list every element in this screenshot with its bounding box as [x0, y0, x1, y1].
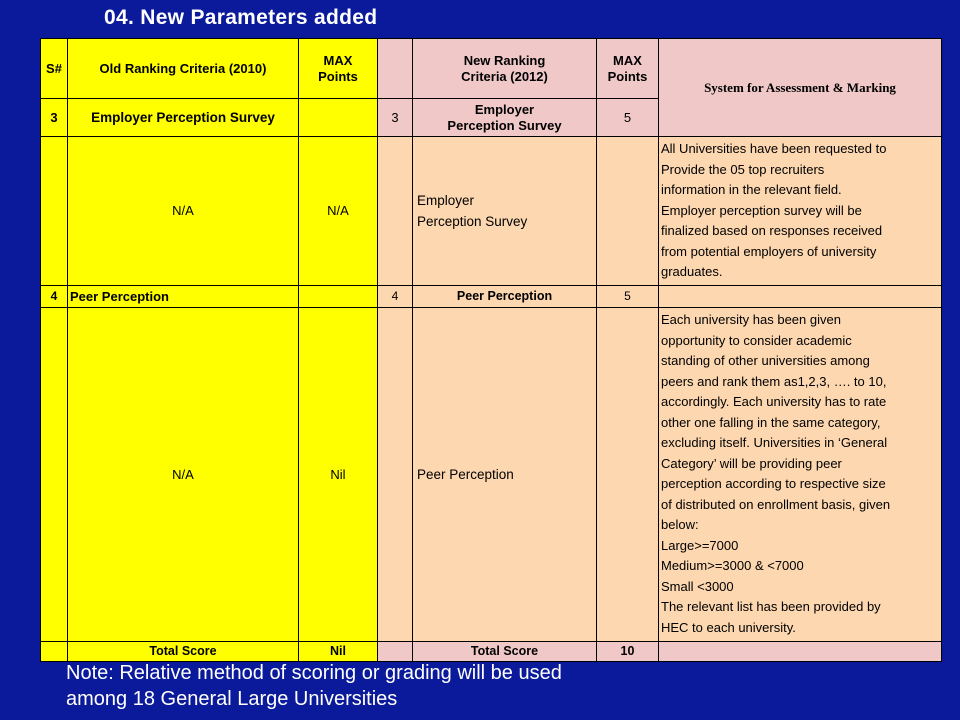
peer-description-line: Medium>=3000 & <7000 — [661, 558, 804, 573]
employer-detail-sno — [41, 137, 68, 286]
header-old-max-line2: Points — [318, 68, 358, 84]
employer-new-criteria-line1: Employer — [474, 101, 535, 117]
row-employer-detail — [41, 137, 942, 286]
row-peer — [41, 285, 942, 307]
header-new-max-line1: MAX — [613, 52, 642, 68]
employer-detail-old-criteria: N/A — [68, 137, 299, 286]
employer-new-max: 5 — [597, 99, 659, 137]
peer-detail-new-sno — [378, 307, 413, 641]
peer-old-criteria: Peer Perception — [68, 285, 299, 307]
footnote-line1: Note: Relative method of scoring or grading will be used — [66, 662, 562, 684]
peer-detail-new-criteria: Peer Perception — [413, 307, 597, 641]
employer-sno: 3 — [41, 99, 68, 137]
peer-description-line: below: — [661, 517, 699, 532]
employer-new-criteria-line2: Perception Survey — [447, 117, 562, 133]
total-new-label: Total Score — [413, 641, 597, 661]
peer-description-line: HEC to each university. — [661, 619, 796, 635]
employer-old-criteria: Employer Perception Survey — [68, 99, 299, 137]
header-old-max-line1: MAX — [323, 52, 353, 68]
employer-detail-new-criteria-line1: Employer — [417, 192, 475, 208]
employer-detail-old-max: N/A — [299, 137, 378, 286]
employer-description-line: finalized based on responses received — [661, 223, 883, 238]
peer-description-line: Large>=7000 — [661, 537, 739, 553]
header-old-criteria: Old Ranking Criteria (2010) — [68, 39, 299, 99]
total-sno — [41, 641, 68, 661]
peer-detail-new-max — [597, 307, 659, 641]
header-old-max — [299, 39, 378, 99]
row-total — [41, 641, 942, 661]
peer-new-max: 5 — [597, 285, 659, 307]
total-new-value: 10 — [597, 641, 659, 661]
header-new-sno — [378, 39, 413, 99]
header-new-max — [597, 39, 659, 99]
employer-new-sno: 3 — [378, 99, 413, 137]
row-peer-detail — [41, 307, 942, 641]
employer-description-line: graduates. — [661, 264, 723, 279]
peer-old-max — [299, 285, 378, 307]
peer-description-line: accordingly. Each university has to rate — [661, 394, 887, 409]
total-system — [659, 641, 942, 661]
peer-description-line: Category’ will be providing peer — [661, 455, 842, 471]
employer-description-line: information in the relevant field. — [661, 182, 842, 197]
peer-description-line: other one falling in the same category, — [661, 414, 881, 430]
employer-description-line: from potential employers of university — [661, 243, 877, 259]
employer-description — [659, 137, 942, 286]
peer-description-line: of distributed on enrollment basis, given — [661, 496, 891, 512]
header-sno: S# — [41, 39, 68, 99]
parameters-table — [40, 38, 942, 662]
header-new-max-line2: Points — [607, 68, 648, 84]
peer-description-line: perception according to respective size — [661, 476, 886, 491]
footnote — [66, 660, 562, 712]
employer-detail-new-sno — [378, 137, 413, 286]
peer-new-sno: 4 — [378, 285, 413, 307]
employer-new-criteria — [413, 99, 597, 137]
peer-detail-sno — [41, 307, 68, 641]
employer-detail-new-criteria — [413, 137, 597, 286]
total-old-label: Total Score — [68, 641, 299, 661]
employer-description-line: Provide the 05 top recruiters — [661, 161, 825, 177]
total-new-sno — [378, 641, 413, 661]
header-new-criteria-line1: New Ranking — [463, 52, 546, 68]
employer-old-max — [299, 99, 378, 137]
peer-description-line: standing of other universities among — [661, 353, 870, 368]
peer-sno: 4 — [41, 285, 68, 307]
footnote-line2: among 18 General Large Universities — [66, 688, 398, 710]
peer-description-line: The relevant list has been provided by — [661, 599, 881, 614]
peer-detail-old-max: Nil — [299, 307, 378, 641]
employer-detail-new-max — [597, 137, 659, 286]
peer-new-criteria: Peer Perception — [413, 285, 597, 307]
peer-description-line: Small <3000 — [661, 578, 734, 594]
peer-description — [659, 307, 942, 641]
header-new-criteria — [413, 39, 597, 99]
header-system: System for Assessment & Marking — [659, 39, 942, 137]
header-row — [41, 39, 942, 99]
header-new-criteria-line2: Criteria (2012) — [461, 68, 548, 84]
peer-detail-old-criteria: N/A — [68, 307, 299, 641]
employer-detail-new-criteria-line2: Perception Survey — [417, 213, 528, 229]
employer-description-line: All Universities have been requested to — [661, 141, 887, 156]
slide-title: 04. New Parameters added — [104, 6, 378, 29]
peer-description-line: opportunity to consider academic — [661, 332, 852, 348]
peer-description-line: Each university has been given — [661, 312, 841, 327]
peer-system — [659, 285, 942, 307]
peer-description-line: excluding itself. Universities in ‘General — [661, 435, 888, 450]
employer-description-line: Employer perception survey will be — [661, 202, 862, 218]
total-old-value: Nil — [299, 641, 378, 661]
peer-description-line: peers and rank them as1,2,3, …. to 10, — [661, 373, 887, 389]
